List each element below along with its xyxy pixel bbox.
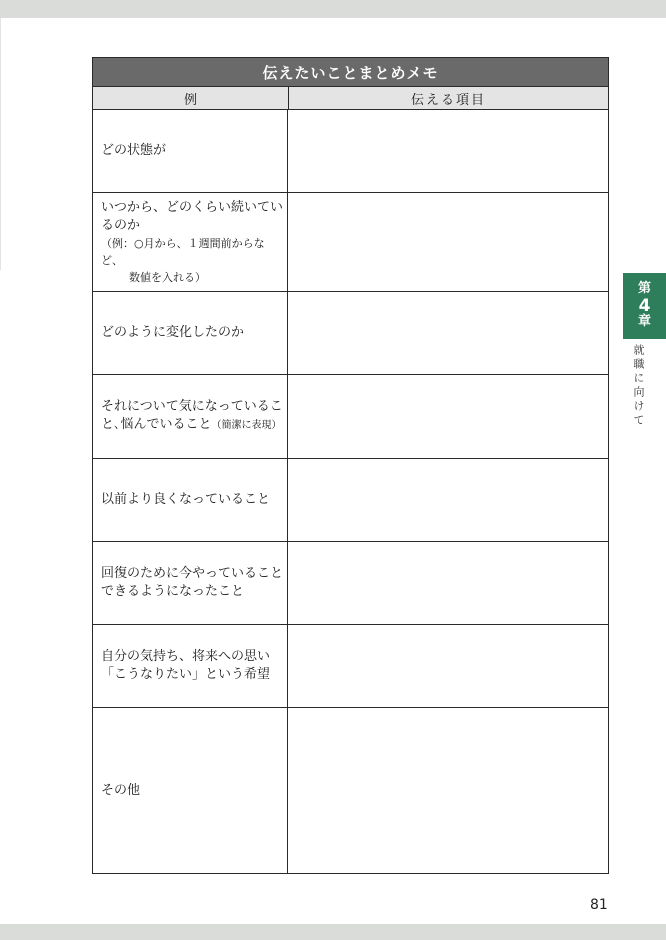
row-entry-cell[interactable] — [288, 459, 608, 541]
memo-row-concerns — [93, 375, 608, 459]
header-example: 例 — [93, 87, 289, 109]
row-label — [93, 375, 288, 458]
row-label-line: と､悩んでいること — [101, 417, 212, 432]
row-label — [93, 292, 288, 374]
row-label-line: いつから、どのくらい続いてい — [101, 199, 284, 215]
row-entry-cell[interactable] — [288, 625, 608, 707]
row-label — [93, 110, 288, 192]
memo-header-row — [93, 87, 608, 110]
memo-row-other — [93, 708, 608, 873]
row-entry-cell[interactable] — [288, 542, 608, 624]
page-edge-line — [0, 18, 1, 270]
row-label-suffix: （簡潔に表現） — [211, 420, 282, 431]
row-entry-cell[interactable] — [288, 110, 608, 192]
row-note-line: （例：○月から、１週間前からなど、 — [101, 236, 265, 267]
chapter-prefix: 第 — [637, 281, 651, 297]
memo-title: 伝えたいことまとめメモ — [93, 58, 608, 87]
row-label-line: るのか — [101, 217, 141, 233]
row-label — [93, 708, 288, 873]
memo-row-improved — [93, 459, 608, 542]
chapter-title: 就職に向けて — [632, 344, 645, 428]
row-entry-cell[interactable] — [288, 375, 608, 458]
row-label — [93, 625, 288, 707]
row-label-line: 自分の気持ち、将来への思い — [101, 649, 271, 664]
memo-row-since-when — [93, 193, 608, 292]
row-entry-cell[interactable] — [288, 193, 608, 291]
memo-table — [92, 57, 609, 874]
memo-row-state — [93, 110, 608, 193]
row-label — [93, 459, 288, 541]
row-label-text: その他 — [101, 782, 141, 798]
bottom-band — [0, 924, 666, 940]
row-note-line: 数値を入れる） — [129, 270, 206, 284]
row-label-line: それについて気になっているこ — [101, 399, 283, 414]
memo-row-recovery — [93, 542, 608, 625]
chapter-number: 4 — [638, 295, 651, 316]
row-label-text: 以前より良くなっていること — [101, 492, 271, 507]
chapter-suffix: 章 — [637, 314, 651, 330]
row-label-line: できるようになったこと — [101, 584, 245, 599]
row-label-line: 回復のために今やっていること — [101, 566, 284, 581]
row-label-line: 「こうなりたい」という希望 — [101, 667, 271, 682]
chapter-tab — [623, 273, 666, 339]
row-entry-cell[interactable] — [288, 292, 608, 374]
page-number: 81 — [590, 897, 608, 913]
top-band — [0, 0, 666, 18]
memo-row-change — [93, 292, 608, 375]
header-items: 伝える項目 — [410, 92, 486, 108]
row-label-text: どのように変化したのか — [101, 325, 245, 340]
row-entry-cell[interactable] — [288, 708, 608, 873]
row-label — [93, 193, 288, 291]
row-label-text: どの状態が — [101, 143, 167, 158]
row-label — [93, 542, 288, 624]
memo-row-feelings — [93, 625, 608, 708]
